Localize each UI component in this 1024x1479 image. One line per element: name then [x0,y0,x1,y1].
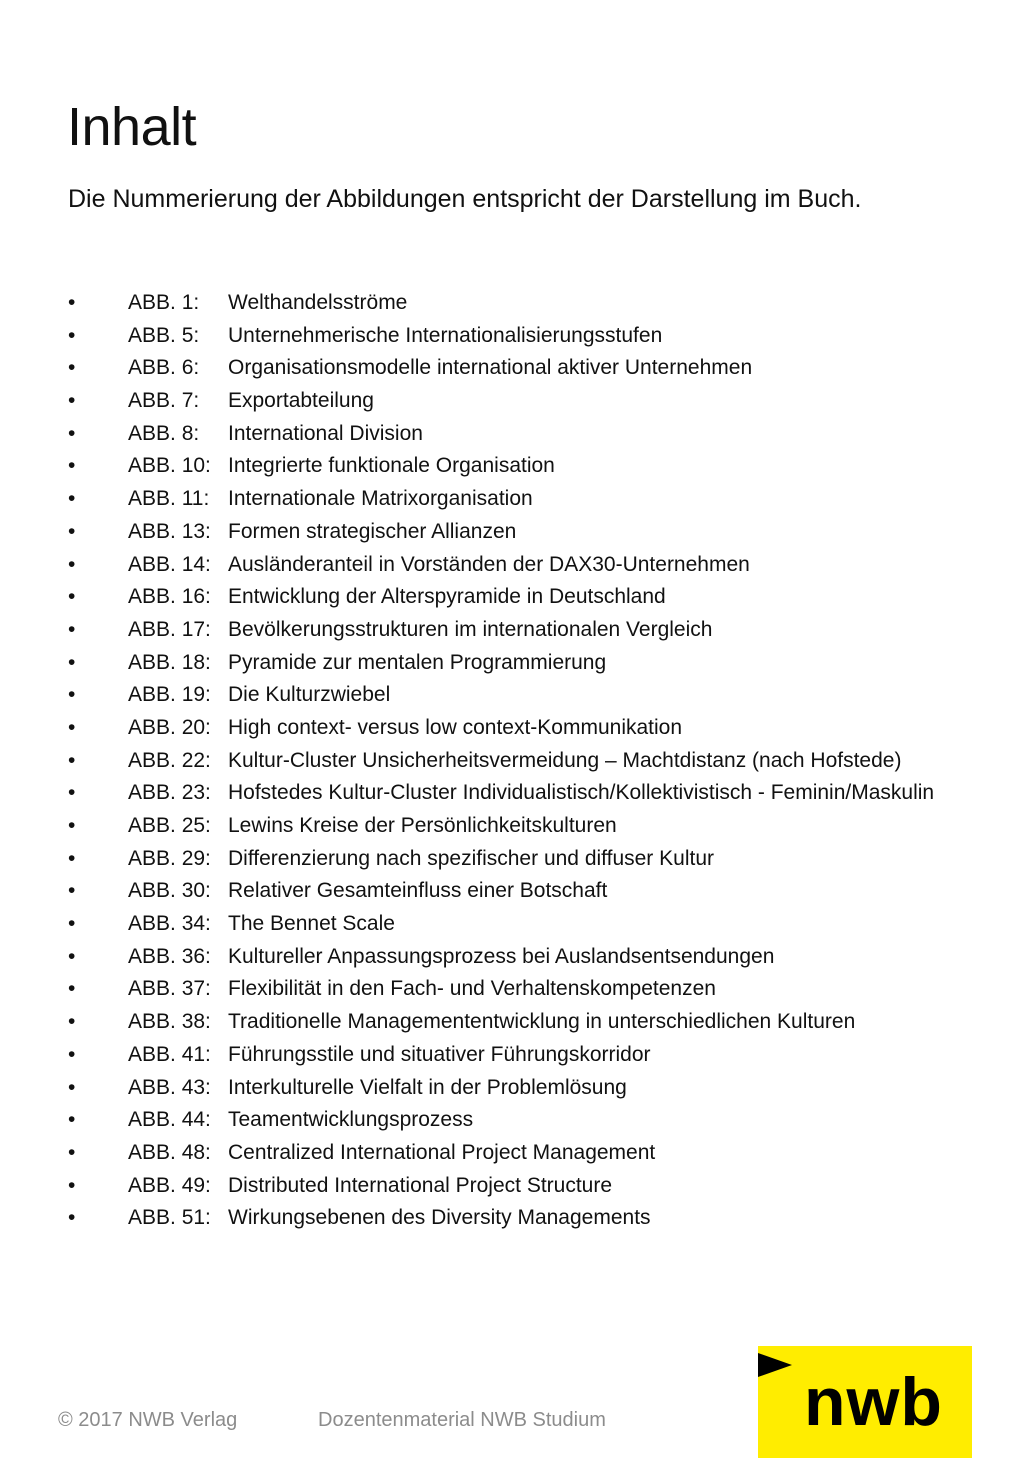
figure-title: Ausländeranteil in Vorständen der DAX30-Unternehmen [228,552,750,576]
list-item [68,421,1008,447]
list-item [68,944,1008,970]
list-item [68,323,1008,349]
figure-title: High context- versus low context-Kommunikation [228,715,683,739]
figure-number: ABB. 23: [128,781,211,805]
figure-title: Kultur-Cluster Unsicherheitsvermeidung – Machtdistanz (nach Hofstede) [228,748,902,772]
figure-title: Internationale Matrixorganisation [228,487,533,511]
figure-title: Organisationsmodelle international aktiver Unternehmen [228,356,753,380]
list-item [68,1107,1008,1133]
figure-title: Traditionelle Managemententwicklung in unterschiedlichen Kulturen [228,1010,856,1034]
figure-number: ABB. 34: [128,912,211,936]
bullet-icon: • [68,519,76,543]
bullet-icon: • [68,421,76,445]
bullet-icon: • [68,1140,76,1164]
figure-number: ABB. 48: [128,1140,211,1164]
figure-title: Lewins Kreise der Persönlichkeitskulturen [228,814,617,837]
bullet-icon: • [68,585,76,609]
figure-number: ABB. 44: [128,1108,211,1132]
list-item [68,715,1008,741]
list-item [68,552,1008,578]
bullet-icon: • [68,356,76,380]
figure-list [68,290,1008,1238]
bullet-icon: • [68,323,76,347]
figure-title: Formen strategischer Allianzen [228,519,517,543]
figure-number: ABB. 5: [128,323,200,347]
figure-title: Entwicklung der Alterspyramide in Deutschland [228,585,666,609]
figure-number: ABB. 37: [128,977,211,1001]
bullet-icon: • [68,781,76,805]
list-item [68,617,1008,643]
figure-number: ABB. 36: [128,944,211,968]
figure-title: Relativer Gesamteinfluss einer Botschaft [228,879,608,903]
page-subtitle: Die Nummerierung der Abbildungen entspricht der Darstellung im Buch. [68,185,862,213]
figure-number: ABB. 18: [128,650,211,674]
footer-copyright: © 2017 NWB Verlag [58,1409,238,1431]
list-item [68,748,1008,774]
figure-title: Wirkungsebenen des Diversity Managements [228,1206,651,1230]
figure-title: Differenzierung nach spezifischer und diffuser Kultur [228,846,714,870]
bullet-icon: • [68,1108,76,1132]
figure-title: Kultureller Anpassungsprozess bei Auslandsentsendungen [228,944,775,968]
figure-title: Exportabteilung [228,389,374,413]
flag-icon [758,1353,792,1377]
figure-number: ABB. 49: [128,1173,211,1197]
figure-title: Welthandelsströme [228,291,408,314]
bullet-icon: • [68,389,76,413]
figure-title: Integrierte funktionale Organisation [228,454,555,478]
figure-number: ABB. 13: [128,519,211,543]
bullet-icon: • [68,879,76,903]
figure-title: The Bennet Scale [228,912,395,936]
figure-number: ABB. 51: [128,1206,211,1230]
figure-title: Pyramide zur mentalen Programmierung [228,650,607,674]
list-item [68,355,1008,381]
figure-number: ABB. 38: [128,1010,211,1034]
figure-title: Führungsstile und situativer Führungskorridor [228,1042,651,1066]
figure-number: ABB. 30: [128,879,211,903]
figure-title: Flexibilität in den Fach- und Verhaltenskompetenzen [228,977,716,1001]
bullet-icon: • [68,1010,76,1034]
figure-title: International Division [228,421,423,445]
bullet-icon: • [68,683,76,707]
figure-title: Teamentwicklungsprozess [228,1108,474,1132]
figure-title: Bevölkerungsstrukturen im internationalen Vergleich [228,617,713,641]
figure-title: Hofstedes Kultur-Cluster Individualistisch/Kollektivistisch - Feminin/Maskulin [228,781,935,805]
bullet-icon: • [68,617,76,641]
list-item [68,453,1008,479]
figure-title: Distributed International Project Structure [228,1173,613,1197]
list-item [68,780,1008,806]
list-item [68,1009,1008,1035]
figure-number: ABB. 25: [128,814,211,837]
figure-number: ABB. 29: [128,846,211,870]
figure-number: ABB. 10: [128,454,211,478]
list-item [68,1205,1008,1231]
figure-number: ABB. 19: [128,683,211,707]
list-item [68,976,1008,1002]
list-item [68,813,1008,839]
bullet-icon: • [68,814,76,837]
bullet-icon: • [68,912,76,936]
figure-title: Interkulturelle Vielfalt in der Problemlösung [228,1075,627,1099]
list-item [68,911,1008,937]
list-item [68,388,1008,414]
list-item [68,682,1008,708]
logo-wordmark: nwb [804,1364,943,1440]
bullet-icon: • [68,715,76,739]
figure-number: ABB. 20: [128,715,211,739]
figure-number: ABB. 14: [128,552,211,576]
figure-number: ABB. 7: [128,389,200,413]
page-title: Inhalt [67,97,197,157]
bullet-icon: • [68,552,76,576]
figure-title: Unternehmerische Internationalisierungsstufen [228,323,663,347]
list-item [68,846,1008,872]
list-item [68,650,1008,676]
list-item [68,584,1008,610]
list-item [68,1173,1008,1199]
footer-material: Dozentenmaterial NWB Studium [318,1409,606,1431]
bullet-icon: • [68,977,76,1001]
list-item [68,1075,1008,1101]
figure-title: Centralized International Project Management [228,1140,656,1164]
bullet-icon: • [68,650,76,674]
bullet-icon: • [68,846,76,870]
list-item [68,1042,1008,1068]
figure-number: ABB. 22: [128,748,211,772]
figure-title: Die Kulturzwiebel [228,683,391,707]
list-item [68,519,1008,545]
bullet-icon: • [68,748,76,772]
list-item [68,878,1008,904]
figure-number: ABB. 43: [128,1075,211,1099]
list-item [68,1140,1008,1166]
figure-number: ABB. 11: [128,487,210,511]
bullet-icon: • [68,487,76,511]
list-item [68,486,1008,512]
bullet-icon: • [68,944,76,968]
nwb-logo [758,1346,972,1458]
bullet-icon: • [68,454,76,478]
list-item [68,290,1008,316]
figure-number: ABB. 6: [128,356,200,380]
figure-number: ABB. 41: [128,1042,211,1066]
figure-number: ABB. 8: [128,421,200,445]
figure-number: ABB. 16: [128,585,211,609]
bullet-icon: • [68,1042,76,1066]
bullet-icon: • [68,291,76,314]
figure-number: ABB. 1: [128,291,200,314]
bullet-icon: • [68,1206,76,1230]
bullet-icon: • [68,1075,76,1099]
bullet-icon: • [68,1173,76,1197]
figure-number: ABB. 17: [128,617,211,641]
